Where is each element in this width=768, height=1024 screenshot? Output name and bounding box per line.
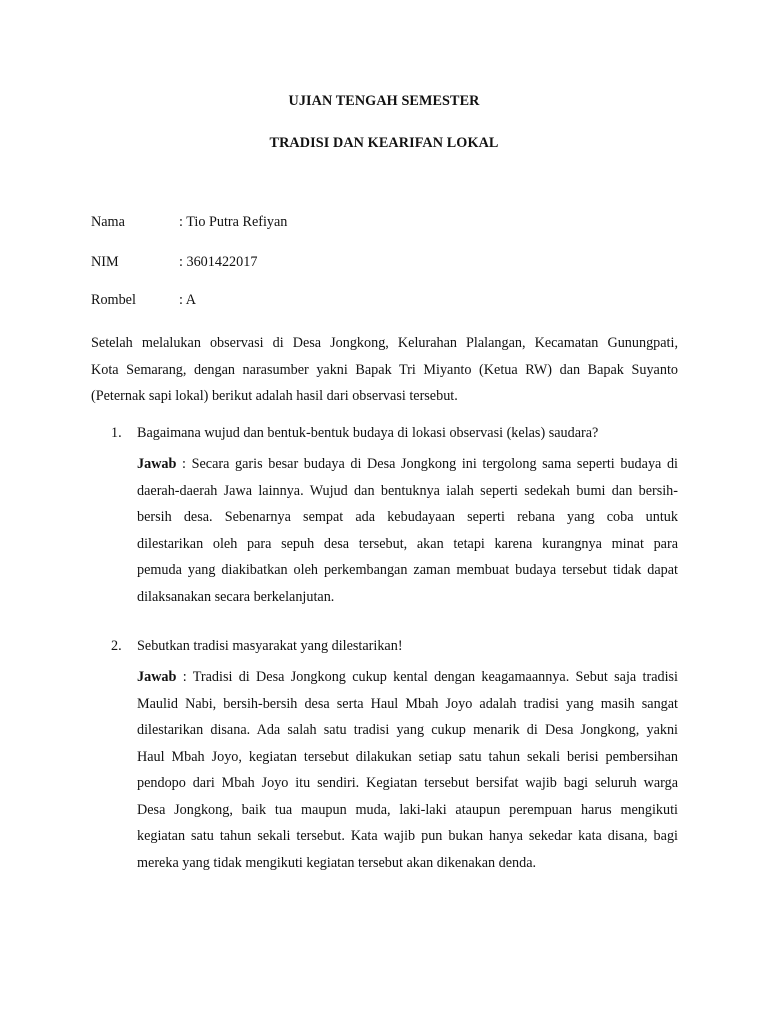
answer-label: Jawab — [137, 669, 177, 685]
answer-line: kegiatan satu tahun sekali tersebut. Kata wajib pun bukan hanya sekedar kata disana, bagi — [137, 828, 678, 844]
question-number: 1. — [111, 425, 122, 441]
answer-line — [137, 451, 678, 478]
question-text: Sebutkan tradisi masyarakat yang dilestarikan! — [137, 638, 403, 654]
answer-line: Haul Mbah Joyo, kegiatan tersebut dilakukan setiap satu tahun sekali berisi pembersihan — [137, 748, 678, 765]
answer-line: dilestarikan disana. Ada salah satu tradisi yang cukup menarik di Desa Jongkong, yakni — [137, 722, 678, 738]
intro-paragraph — [91, 330, 678, 410]
question-number: 2. — [111, 638, 122, 654]
page-title: UJIAN TENGAH SEMESTER — [288, 93, 480, 109]
answer-line: pemuda yang diakibatkan oleh perkembangan zaman membuat budaya tersebut tidak dapat — [137, 562, 678, 578]
identity-value: : Tio Putra Refiyan — [179, 214, 288, 230]
answer-line: Desa Jongkong, baik tua maupun muda, laki-laki ataupun perempuan harus mengikuti — [137, 801, 678, 818]
page-subtitle: TRADISI DAN KEARIFAN LOKAL — [269, 135, 499, 151]
identity-value: : A — [179, 292, 196, 308]
answer-line: daerah-daerah Jawa lainnya. Wujud dan bentuknya ialah seperti sedekah bumi dan bersih- — [137, 482, 678, 499]
answer-line: bersih desa. Sebenarnya sempat ada kebudayaan seperti rebana yang coba untuk — [137, 509, 678, 525]
answer-block — [137, 451, 678, 610]
identity-value: : 3601422017 — [179, 254, 258, 270]
answer-line — [137, 664, 678, 691]
intro-line: Setelah melalukan observasi di Desa Jongkong, Kelurahan Plalangan, Kecamatan Gunungpati, — [91, 335, 678, 351]
answer-line-text: : Tradisi di Desa Jongkong cukup kental dengan keagamaannya. Sebut saja tradisi — [176, 669, 678, 685]
identity-label: NIM — [91, 254, 119, 270]
intro-line: Kota Semarang, dengan narasumber yakni Bapak Tri Miyanto (Ketua RW) dan Bapak Suyanto — [91, 361, 678, 378]
identity-label: Nama — [91, 214, 125, 230]
answer-line: pendopo dari Mbah Joyo itu sendiri. Kegiatan tersebut bersifat wajib bagi seluruh warga — [137, 775, 678, 791]
answer-line-text: : Secara garis besar budaya di Desa Jongkong ini tergolong sama seperti budaya di — [176, 456, 678, 472]
answer-label: Jawab — [137, 456, 177, 472]
identity-label: Rombel — [91, 292, 136, 308]
answer-line: dilaksanakan secara berkelanjutan. — [137, 588, 335, 605]
question-text: Bagaimana wujud dan bentuk-bentuk budaya di lokasi observasi (kelas) saudara? — [137, 425, 599, 441]
intro-line: (Peternak sapi lokal) berikut adalah hasil dari observasi tersebut. — [91, 388, 458, 404]
answer-line: dilestarikan oleh para sepuh desa tersebut, akan tetapi karena kurangnya minat para — [137, 535, 678, 552]
answer-line: Maulid Nabi, bersih-bersih desa serta Haul Mbah Joyo adalah tradisi yang masih sangat — [137, 695, 678, 712]
answer-block — [137, 664, 678, 876]
answer-line: mereka yang tidak mengikuti kegiatan tersebut akan dikenakan denda. — [137, 854, 537, 871]
